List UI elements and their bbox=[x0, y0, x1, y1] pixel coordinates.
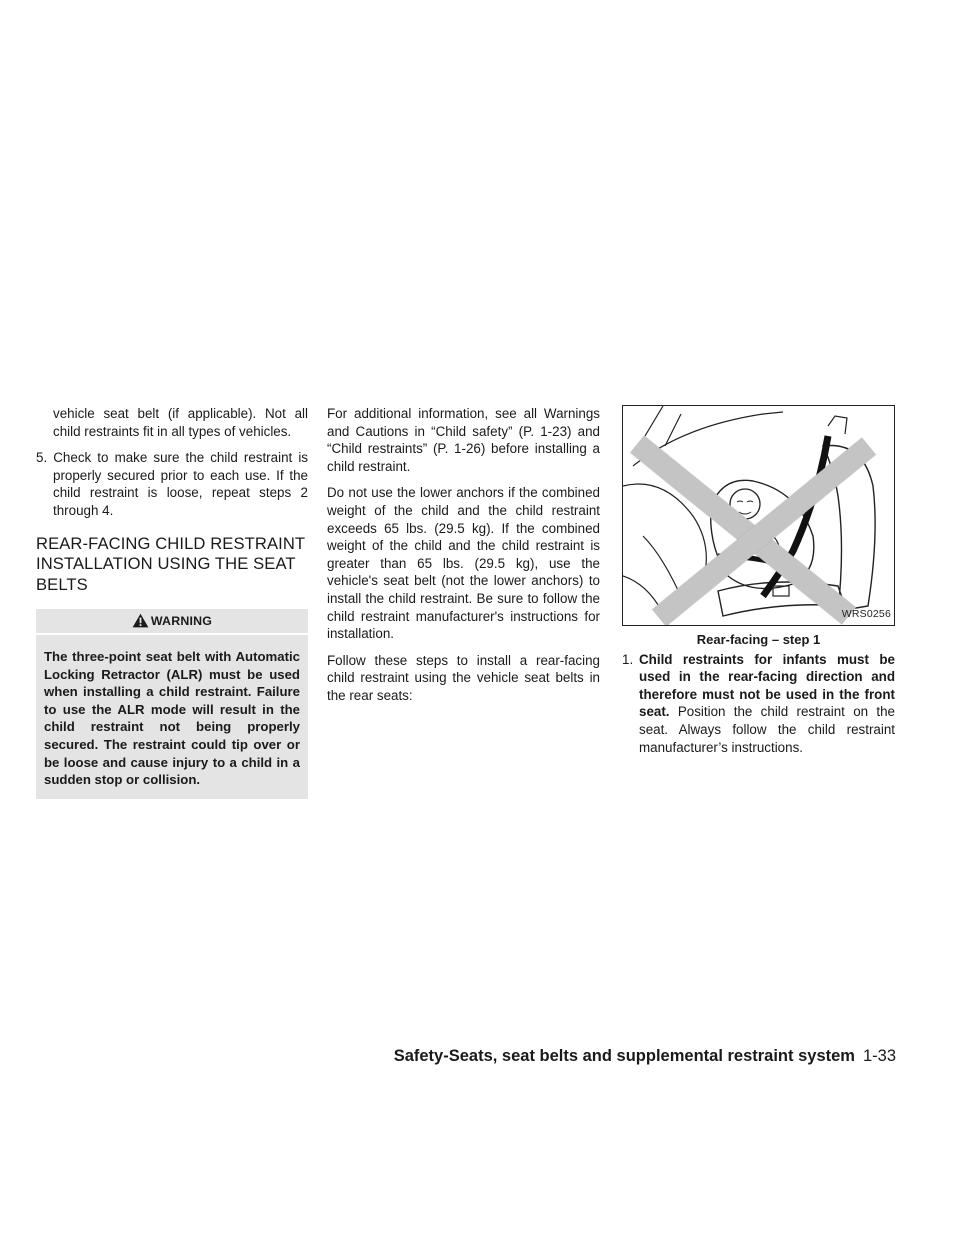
page-footer bbox=[0, 1047, 896, 1066]
warning-box bbox=[36, 609, 308, 799]
right-column bbox=[622, 405, 895, 756]
section-heading-line-3: BELTS bbox=[36, 574, 88, 594]
section-heading bbox=[36, 534, 308, 596]
intro-continuation: vehicle seat belt (if applicable). Not all child restraints fit in all types of vehicles. bbox=[53, 406, 308, 439]
step-1 bbox=[622, 651, 895, 757]
warning-text: The three-point seat belt with Automatic Locking Retractor (ALR) must be used when installing a child restraint. Failure to use the ALR mode will result in the child restraint not being properly secured. The restraint could tip over or be loose and cause injury to a child in a sudden stop or collision. bbox=[44, 649, 300, 788]
page-number: 1-33 bbox=[862, 1047, 896, 1065]
step-1-number: 1. bbox=[622, 651, 634, 667]
figure-code: WRS0256 bbox=[841, 608, 891, 621]
left-column bbox=[36, 405, 308, 799]
middle-column bbox=[327, 405, 600, 714]
step-1-body bbox=[639, 651, 895, 757]
paragraph-lower-anchors: Do not use the lower anchors if the combined weight of the child and the child restraint exceeds 65 lbs. (29.5 kg). If the combined weight of the child and the child restraint is greater than 65 lbs. (29.5 kg), use the vehicle's seat belt (not the lower anchors) to install the child restraint. Be sure to follow the child restraint manufacturer's instructions for installation. bbox=[327, 485, 600, 642]
step-5-text: Check to make sure the child restraint is properly secured prior to each use. If the child restraint is loose, repeat steps 2 through 4. bbox=[53, 450, 308, 518]
footer-section-title: Safety-Seats, seat belts and supplemental restraint system bbox=[393, 1047, 855, 1065]
warning-header bbox=[36, 609, 308, 635]
section-heading-line-1: REAR-FACING CHILD RESTRAINT bbox=[36, 533, 306, 553]
warning-title: WARNING bbox=[150, 614, 213, 629]
step-5 bbox=[36, 449, 308, 519]
rear-facing-illustration bbox=[622, 405, 895, 626]
section-heading-line-2: INSTALLATION USING THE SEAT bbox=[36, 554, 296, 574]
figure-caption: Rear-facing – step 1 bbox=[696, 632, 821, 647]
step-1-text: Position the child restraint on the seat. Always follow the child restraint manufacturer’s instructions. bbox=[639, 704, 895, 755]
paragraph-follow-steps: Follow these steps to install a rear-facing child restraint using the vehicle seat belts in the rear seats: bbox=[327, 652, 600, 703]
child-restraint-front-seat-prohibited-illustration bbox=[623, 406, 894, 625]
step-5-number: 5. bbox=[36, 450, 48, 466]
paragraph-additional-info: For additional information, see all Warnings and Cautions in “Child safety” (P. 1-23) and “Child restraints” (P. 1-26) before installing a child restraint. bbox=[327, 406, 600, 474]
warning-triangle-icon bbox=[132, 613, 149, 628]
step-1-bold-text: Child restraints for infants must be used in the rear-facing direction and therefore must not be used in the front seat. bbox=[639, 651, 895, 720]
